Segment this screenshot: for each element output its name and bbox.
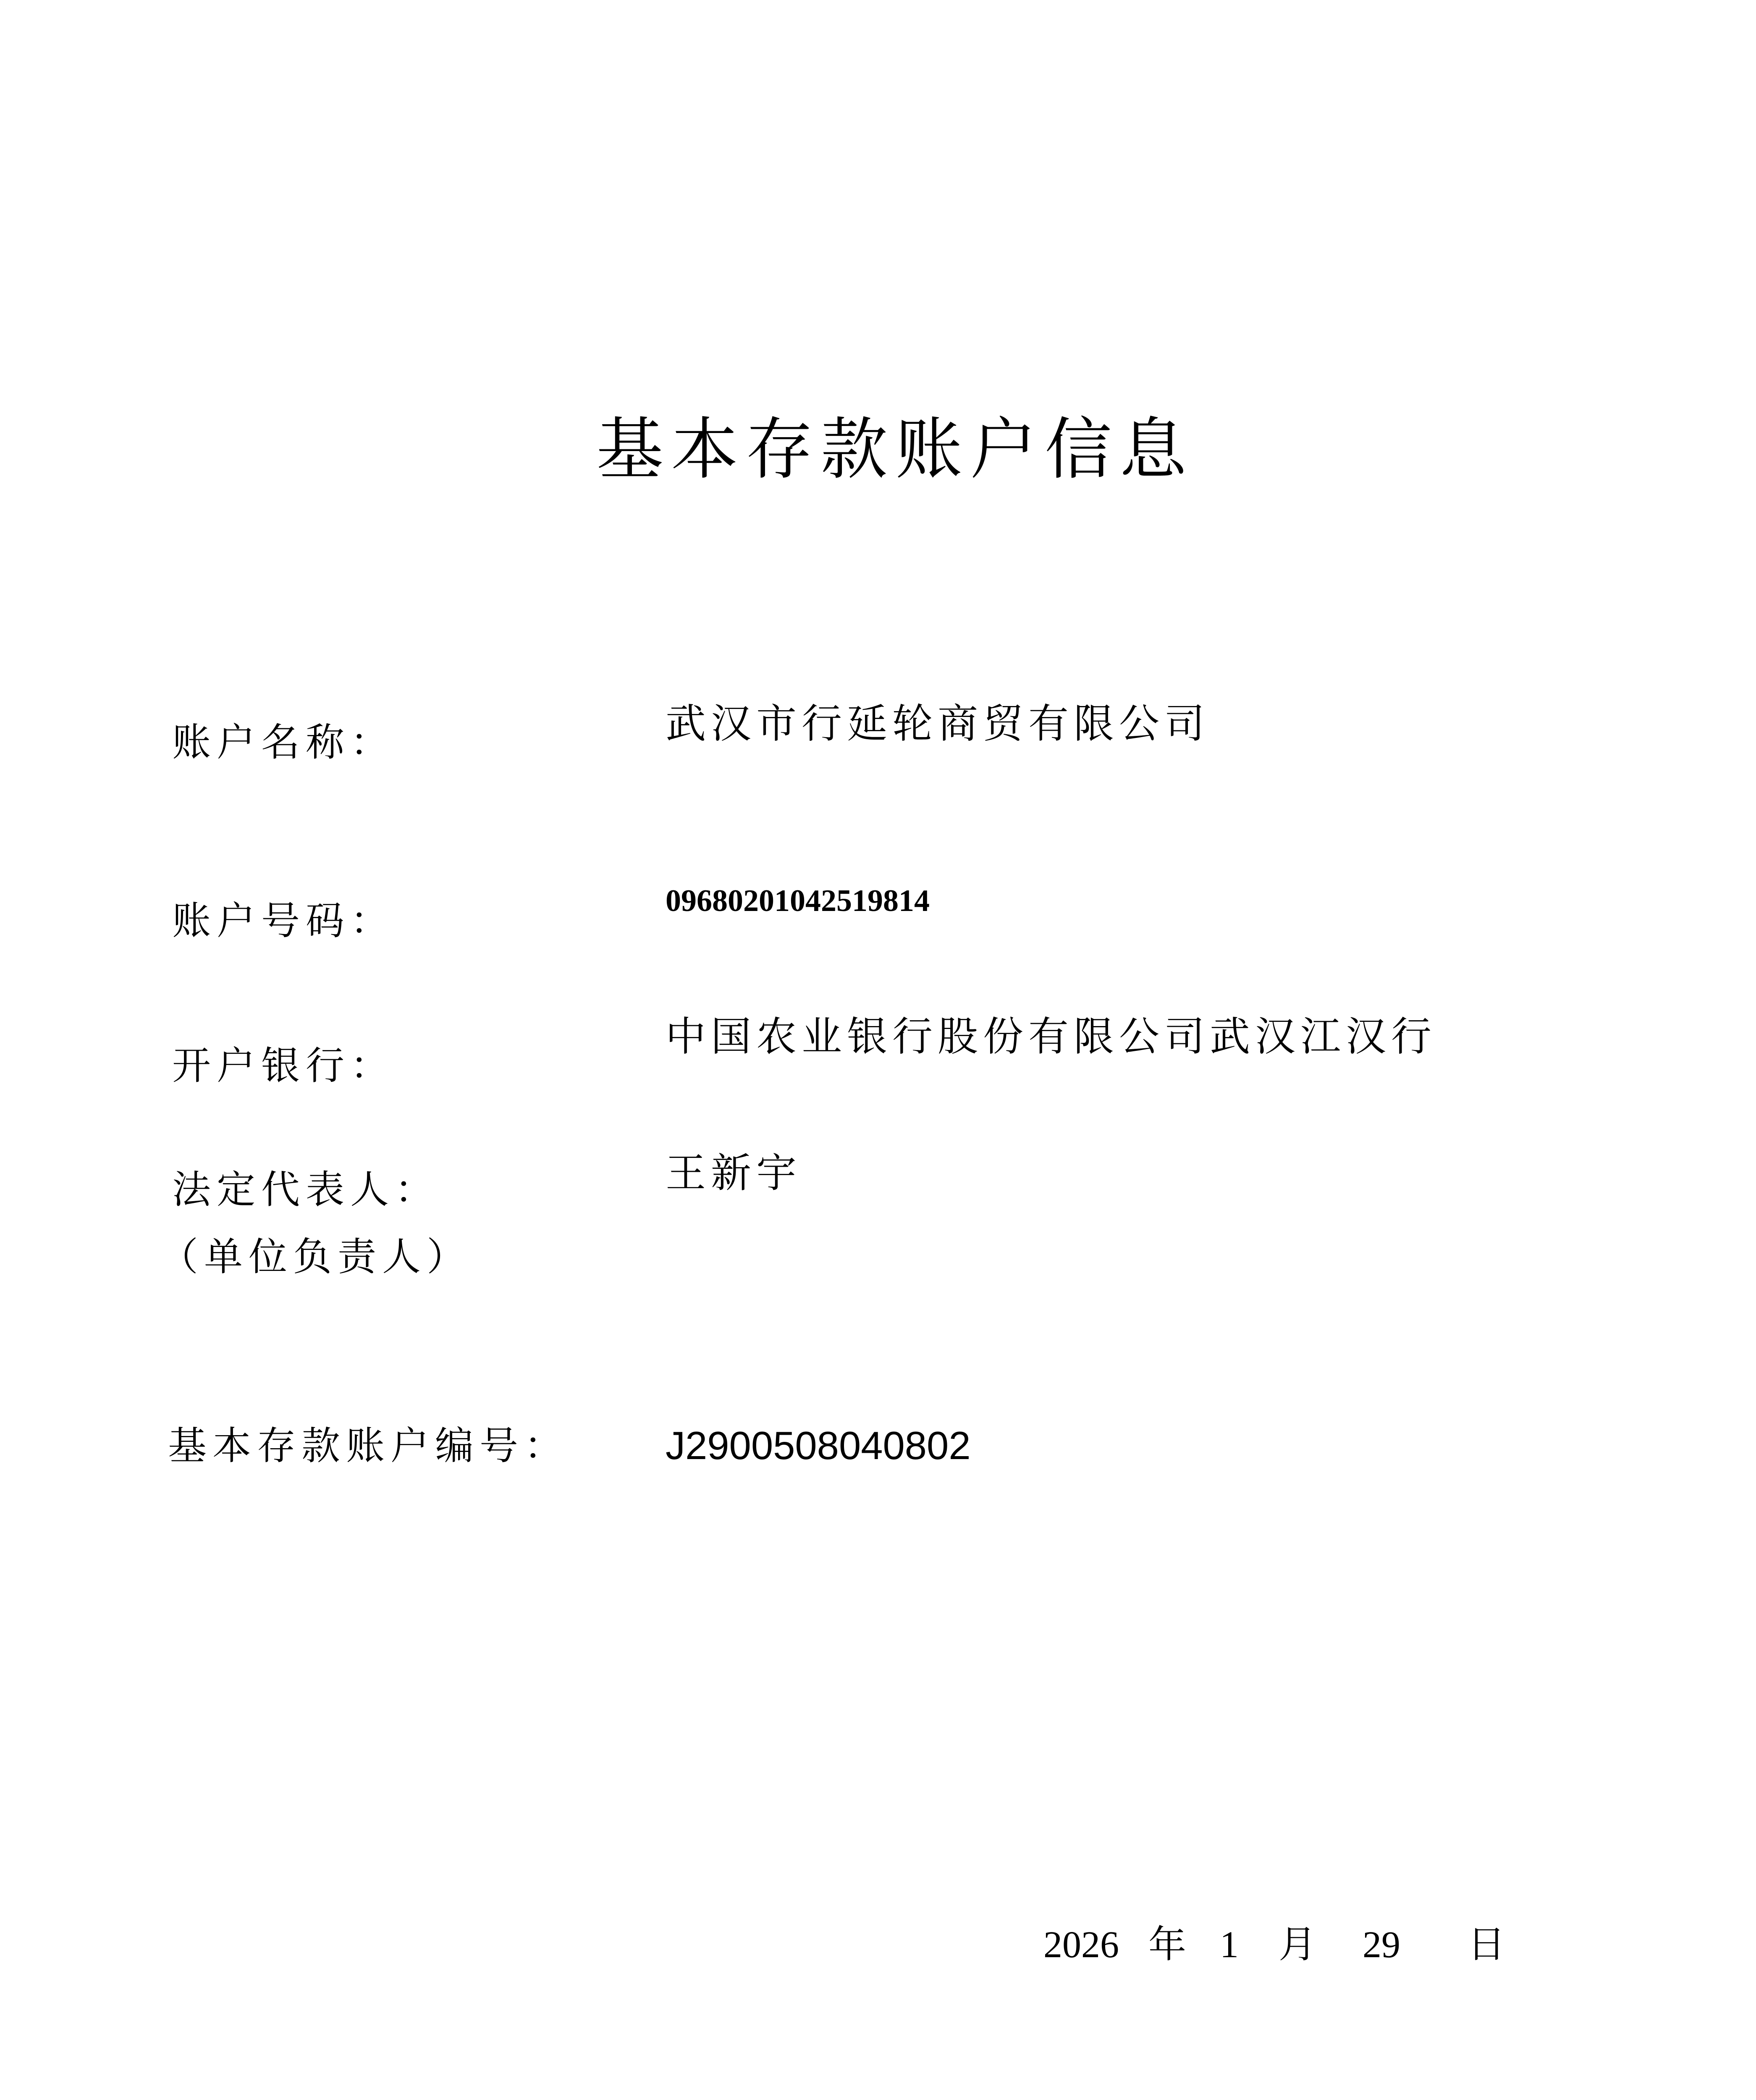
account-name-value: 武汉市行延轮商贸有限公司: [666, 700, 1210, 747]
basic-account-no-label: 基本存款账户编号：: [168, 1423, 569, 1468]
bank-label: 开户银行：: [172, 1043, 395, 1088]
legal-rep-value: 王新宇: [666, 1150, 802, 1197]
date-month-number: 1: [1220, 1924, 1239, 1966]
legal-rep-label: 法定代表人：: [172, 1167, 440, 1212]
date-year: [1043, 1926, 1119, 1964]
date-year-unit: [1148, 1922, 1186, 1966]
date-month-unit: [1279, 1922, 1316, 1966]
account-number-label: 账户号码：: [172, 898, 395, 943]
account-name-label: 账户名称：: [172, 720, 395, 765]
date-day-unit: [1468, 1922, 1505, 1966]
legal-rep-sublabel: （单位负责人）: [160, 1234, 472, 1279]
date-day-unit-text: 日: [1468, 1922, 1505, 1966]
date-month-unit-text: 月: [1279, 1922, 1316, 1966]
date-year-unit-text: 年: [1148, 1922, 1186, 1966]
document-title: 基本存款账户信息: [596, 410, 1195, 488]
bank-value: 中国农业银行股份有限公司武汉江汉行: [666, 1013, 1436, 1060]
date-month: [1220, 1926, 1239, 1964]
account-number-value: 09680201042519814: [666, 884, 930, 918]
date-day: [1363, 1926, 1400, 1964]
date-year-number: 2026: [1043, 1924, 1119, 1966]
basic-account-no-value: J2900508040802: [666, 1423, 971, 1467]
date-day-number: 29: [1363, 1924, 1400, 1966]
